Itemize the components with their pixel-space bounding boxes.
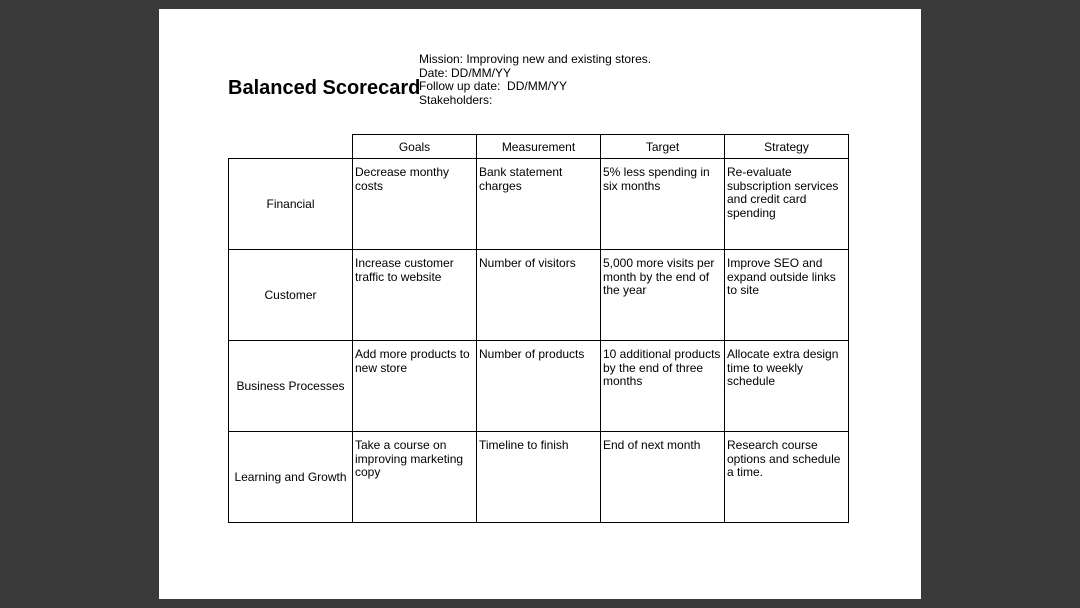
cell-goal: Increase customer traffic to website xyxy=(353,250,477,341)
stakeholders-text: Stakeholders: xyxy=(419,92,493,107)
cell-target: 5,000 more visits per month by the end of the year xyxy=(601,250,725,341)
cell-measurement: Number of products xyxy=(477,341,601,432)
document-title: Balanced Scorecard xyxy=(228,77,421,99)
date-text: Date: DD/MM/YY xyxy=(419,65,512,80)
row-label-learning-and-growth: Learning and Growth xyxy=(229,432,353,523)
document-meta xyxy=(419,53,651,107)
cell-strategy: Research course options and schedule a time. xyxy=(725,432,849,523)
cell-measurement: Bank statement charges xyxy=(477,159,601,250)
cell-strategy: Re-evaluate subscription services and credit card spending xyxy=(725,159,849,250)
cell-strategy: Allocate extra design time to weekly schedule xyxy=(725,341,849,432)
header-strategy: Strategy xyxy=(725,135,849,159)
table-row xyxy=(229,432,849,523)
header-goals: Goals xyxy=(353,135,477,159)
mission-text: Mission: Improving new and existing stores. xyxy=(419,52,652,66)
table-row xyxy=(229,341,849,432)
cell-target: 10 additional products by the end of three months xyxy=(601,341,725,432)
row-label-business-processes: Business Processes xyxy=(229,341,353,432)
header-blank xyxy=(229,135,353,159)
table-header-row xyxy=(229,135,849,159)
header-measurement: Measurement xyxy=(477,135,601,159)
table-row xyxy=(229,250,849,341)
cell-target: 5% less spending in six months xyxy=(601,159,725,250)
document-page xyxy=(159,9,921,599)
cell-measurement: Number of visitors xyxy=(477,250,601,341)
table-row xyxy=(229,159,849,250)
row-label-customer: Customer xyxy=(229,250,353,341)
row-label-financial: Financial xyxy=(229,159,353,250)
follow-up-date-text: Follow up date: DD/MM/YY xyxy=(419,79,568,93)
header-target: Target xyxy=(601,135,725,159)
cell-goal: Decrease monthy costs xyxy=(353,159,477,250)
cell-strategy: Improve SEO and expand outside links to site xyxy=(725,250,849,341)
cell-target: End of next month xyxy=(601,432,725,523)
cell-measurement: Timeline to finish xyxy=(477,432,601,523)
scorecard-table xyxy=(228,134,849,523)
cell-goal: Add more products to new store xyxy=(353,341,477,432)
cell-goal: Take a course on improving marketing copy xyxy=(353,432,477,523)
